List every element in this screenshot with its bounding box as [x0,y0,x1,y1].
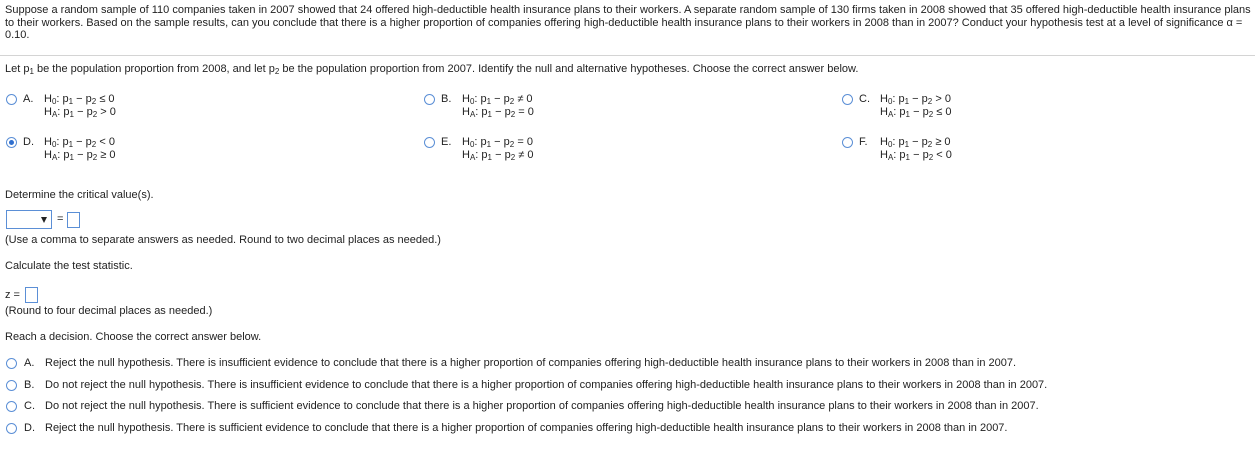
decision-option-letter: A. [24,357,35,369]
hyp-p: p [921,136,928,148]
alternative-hypothesis [44,106,116,118]
hyp-zero: 0 [109,106,116,118]
hyp-p: p [899,149,906,161]
hyp-p: p [504,149,511,161]
hyp-p-subscript: 1 [905,153,910,162]
hyp-h-symbol: H [462,106,470,118]
hyp-p-subscript: 1 [487,110,492,119]
z-label: z = [5,289,20,301]
hyp-zero: 0 [944,136,951,148]
hyp-h-symbol: H [44,106,52,118]
hyp-minus: − [77,149,84,161]
hypothesis-option-letter: E. [441,136,452,148]
hyp-h-subscript: 0 [51,140,57,149]
hyp-p-subscript: 2 [927,97,933,106]
hyp-zero: 0 [945,106,952,118]
hypothesis-option-radio[interactable] [6,94,17,105]
null-hypothesis [462,93,533,105]
alternative-hypothesis [880,149,952,161]
hyp-h-subscript: 0 [469,140,475,149]
hyp-relation: ≠ [518,149,525,161]
hyp-h-subscript: 0 [469,97,475,106]
alternative-hypothesis [44,149,115,161]
hyp-relation: = [518,106,525,118]
hyp-p-subscript: 1 [486,97,492,106]
hyp-minus: − [494,136,501,148]
hyp-p: p [922,106,929,118]
hypothesis-option-radio[interactable] [6,137,17,148]
hyp-p-subscript: 2 [509,97,515,106]
decision-option-text: Do not reject the null hypothesis. There is insufficient evidence to conclude that there is a higher proportion of companies offering high-deductible health insurance plans to their workers in 2008 than in 2007. [45,379,1048,391]
hyp-p-subscript: 1 [68,140,74,149]
hyp-colon: : [892,136,896,148]
hyp-h-symbol: H [462,149,470,161]
null-hypothesis [44,93,115,105]
hyp-p: p [921,93,928,105]
hyp-h-subscript: A [887,153,894,162]
hyp-p-subscript: 2 [928,153,934,162]
hyp-h-subscript: A [469,110,476,119]
hyp-p: p [898,136,905,148]
hyp-h-subscript: A [51,153,58,162]
decision-option-text: Reject the null hypothesis. There is sufficient evidence to conclude that there is a higher proportion of companies offering high-deductible health insurance plans to their workers in 2008 than in 2007. [45,422,1008,434]
problem-statement: Suppose a random sample of 110 companies taken in 2007 showed that 24 offered high-deductible health insurance plans to their workers. A separate random sample of 130 firms taken in 2008 showed that 35 offered high-deductible health insurance plans to their workers. Based on the sample results, can you conclude that there is a higher proportion of companies offering high-deductible health insurance plans to their workers in 2008 than in 2007? Conduct your hypothesis test at a level of significance α = 0.10. [5,4,1251,41]
alternative-hypothesis [462,106,534,118]
decision-option-text: Do not reject the null hypothesis. There is sufficient evidence to conclude that there is a higher proportion of companies offering high-deductible health insurance plans to their workers in 2008 than in 2007. [45,400,1039,412]
alternative-hypothesis [462,149,533,161]
hyp-h-symbol: H [44,149,52,161]
hyp-minus: − [495,149,502,161]
hyp-colon: : [474,136,478,148]
question-subscript: 2 [274,67,280,76]
critical-value-hint: (Use a comma to separate answers as needed. Round to two decimal places as needed.) [5,234,441,246]
hyp-zero: 0 [108,93,115,105]
hyp-zero: 0 [526,93,533,105]
hyp-h-subscript: A [469,153,476,162]
hyp-p: p [62,93,69,105]
hyp-h-subscript: 0 [51,97,57,106]
decision-option-text: Reject the null hypothesis. There is insufficient evidence to conclude that there is a higher proportion of companies offering high-deductible health insurance plans to their workers in 2008 than in 2007. [45,357,1017,369]
critical-value-prompt: Determine the critical value(s). [5,189,154,201]
hyp-minus: − [912,93,919,105]
decision-option-radio[interactable] [6,401,17,412]
hyp-p: p [899,106,906,118]
decision-option-letter: D. [24,422,35,434]
critical-equals-sign: = [57,213,64,225]
test-statistic-prompt: Calculate the test statistic. [5,260,133,272]
hyp-h-symbol: H [880,149,888,161]
hyp-relation: > [100,106,107,118]
hyp-p: p [86,106,93,118]
separator [0,55,1255,56]
hyp-relation: ≤ [99,93,106,105]
hypothesis-option-letter: C. [859,93,870,105]
hyp-h-symbol: H [462,136,470,148]
hyp-p-subscript: 2 [509,140,515,149]
critical-value-input[interactable] [67,212,80,228]
hyp-minus: − [495,106,502,118]
hyp-p-subscript: 2 [92,110,98,119]
hyp-p-subscript: 1 [486,140,492,149]
hyp-h-subscript: 0 [887,140,893,149]
hyp-h-symbol: H [880,106,888,118]
hyp-minus: − [494,93,501,105]
hyp-p: p [503,136,510,148]
hyp-p: p [922,149,929,161]
hyp-p: p [480,136,487,148]
hypothesis-option-radio[interactable] [842,137,853,148]
null-hypothesis [462,136,533,148]
hyp-p: p [63,149,70,161]
hyp-relation: ≥ [100,149,107,161]
hyp-colon: : [893,106,897,118]
hyp-p: p [503,93,510,105]
hyp-p: p [481,106,488,118]
hypothesis-option-letter: A. [23,93,34,105]
null-hypothesis [880,136,951,148]
hyp-p-subscript: 1 [905,110,910,119]
hyp-h-symbol: H [462,93,470,105]
hyp-zero: 0 [527,106,534,118]
hyp-relation: < [99,136,106,148]
hyp-p: p [898,93,905,105]
hyp-p-subscript: 1 [487,153,492,162]
hyp-minus: − [76,93,83,105]
test-statistic-hint: (Round to four decimal places as needed.) [5,305,213,317]
question-subscript: 1 [29,67,34,76]
hyp-relation: ≥ [935,136,942,148]
hyp-relation: > [935,93,942,105]
question-text-part: be the population proportion from 2008, and let p [33,63,275,75]
hyp-colon: : [893,149,897,161]
hypotheses-question [5,63,858,75]
hyp-h-symbol: H [44,136,52,148]
hyp-minus: − [913,106,920,118]
hyp-p: p [62,136,69,148]
hyp-minus: − [913,149,920,161]
null-hypothesis [44,136,115,148]
hyp-zero: 0 [945,149,952,161]
hyp-colon: : [56,136,60,148]
hyp-zero: 0 [108,136,115,148]
hypothesis-option-letter: B. [441,93,452,105]
hyp-p-subscript: 2 [928,110,934,119]
chevron-down-icon [41,217,47,223]
alternative-hypothesis [880,106,951,118]
hyp-h-symbol: H [880,93,888,105]
hyp-p-subscript: 1 [904,97,910,106]
hyp-p-subscript: 2 [510,153,516,162]
critical-region-dropdown[interactable] [6,210,52,229]
hyp-relation: < [936,149,943,161]
hyp-p-subscript: 2 [510,110,516,119]
decision-option-radio[interactable] [6,380,17,391]
hyp-p-subscript: 1 [69,110,74,119]
hyp-minus: − [912,136,919,148]
hyp-colon: : [56,93,60,105]
hypothesis-option-radio[interactable] [424,94,435,105]
hyp-p-subscript: 1 [68,97,74,106]
hyp-p: p [85,136,92,148]
hyp-relation: = [517,136,524,148]
hyp-zero: 0 [526,136,533,148]
hyp-h-symbol: H [880,136,888,148]
hyp-colon: : [892,93,896,105]
null-hypothesis [880,93,951,105]
decision-option-letter: B. [24,379,35,391]
hyp-p-subscript: 2 [91,97,97,106]
hyp-zero: 0 [944,93,951,105]
hyp-p-subscript: 2 [927,140,933,149]
question-text-part: be the population proportion from 2007. Identify the null and alternative hypotheses. Choose the correct answer below. [279,63,859,75]
hyp-p: p [86,149,93,161]
hypothesis-option-letter: D. [23,136,34,148]
question-text-part: Let p [5,63,30,75]
hyp-p: p [504,106,511,118]
hyp-p-subscript: 1 [69,153,74,162]
hypothesis-option-radio[interactable] [842,94,853,105]
decision-option-radio[interactable] [6,358,17,369]
hyp-zero: 0 [527,149,534,161]
hyp-p: p [63,106,70,118]
test-statistic-input[interactable] [25,287,38,303]
hyp-h-symbol: H [44,93,52,105]
hyp-relation: ≠ [517,93,524,105]
hypothesis-option-letter: F. [859,136,868,148]
hyp-colon: : [57,106,61,118]
hyp-p-subscript: 1 [904,140,910,149]
hyp-zero: 0 [109,149,116,161]
hypothesis-option-radio[interactable] [424,137,435,148]
hyp-h-subscript: 0 [887,97,893,106]
hyp-colon: : [57,149,61,161]
hyp-colon: : [475,149,479,161]
decision-prompt: Reach a decision. Choose the correct answer below. [5,331,262,343]
hyp-colon: : [475,106,479,118]
hyp-relation: ≤ [936,106,943,118]
decision-option-letter: C. [24,400,35,412]
decision-option-radio[interactable] [6,423,17,434]
hyp-minus: − [76,136,83,148]
hyp-p: p [481,149,488,161]
hyp-colon: : [474,93,478,105]
hyp-p: p [85,93,92,105]
hyp-p-subscript: 2 [91,140,97,149]
hyp-h-subscript: A [887,110,894,119]
hyp-h-subscript: A [51,110,58,119]
hyp-minus: − [77,106,84,118]
hyp-p: p [480,93,487,105]
hyp-p-subscript: 2 [92,153,98,162]
